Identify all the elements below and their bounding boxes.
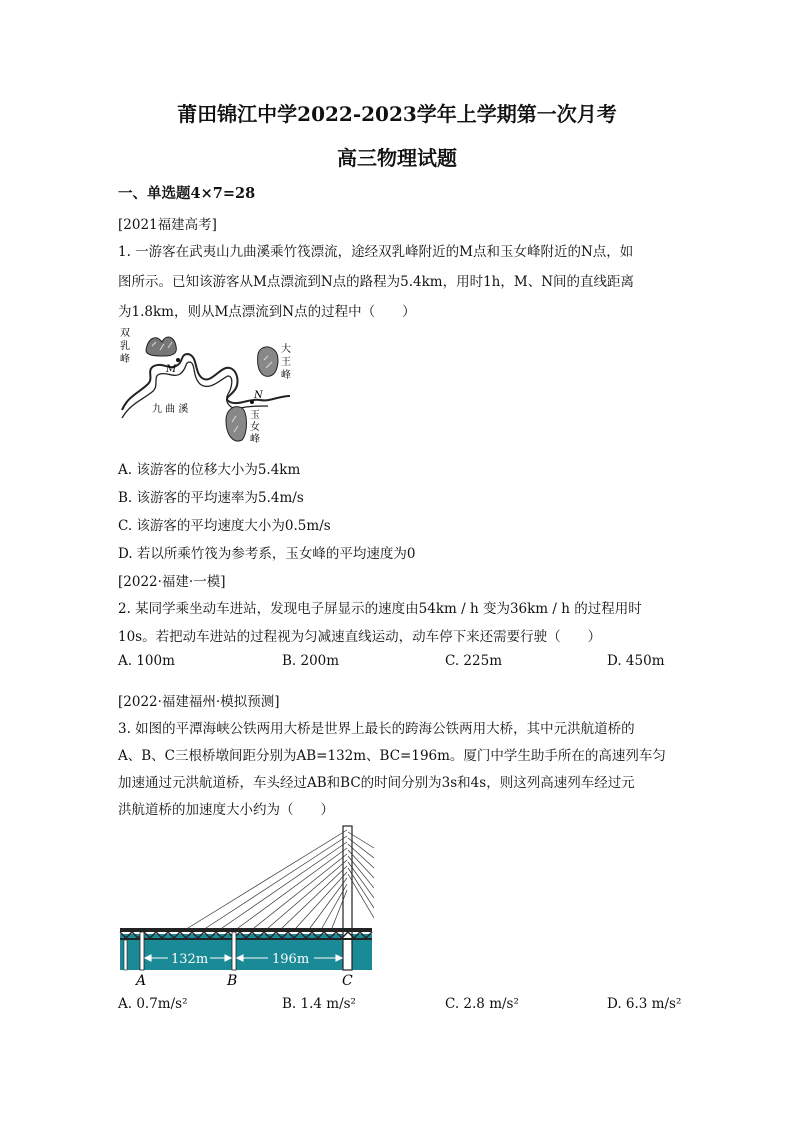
point-m-label: M (166, 364, 177, 375)
fig1-label: 玉 (250, 410, 260, 421)
q1-option-a[interactable]: A. 该游客的位移大小为5.4km (118, 462, 301, 478)
dawang-peak-icon (258, 347, 278, 376)
q3-line-2: A、B、C三根桥墩间距分别为AB=132m、BC=196m。厦门中学生助手所在的高速列车匀 (118, 748, 666, 764)
fig1-label: 峰 (250, 434, 260, 445)
q2-option-a[interactable]: A. 100m (118, 653, 175, 669)
yunu-peak-icon (226, 407, 247, 441)
q1-line-1: 1. 一游客在武夷山九曲溪乘竹筏漂流，途经双乳峰附近的M点和玉女峰附近的N点，如 (118, 244, 634, 260)
q3-option-c[interactable]: C. 2.8 m/s² (445, 996, 519, 1012)
q1-line-2: 图所示。已知该游客从M点漂流到N点的路程为5.4km，用时1h，M、N间的直线距离 (118, 274, 635, 290)
q2-line-2: 10s。若把动车进站的过程视为匀减速直线运动，动车停下来还需要行驶（ ） (118, 629, 602, 645)
fig1-label: 大 (281, 344, 291, 355)
q3-source: [2022·福建福州·模拟预测] (118, 694, 280, 710)
q1-source: [2021福建高考] (118, 217, 217, 233)
q3-option-d[interactable]: D. 6.3 m/s² (607, 996, 682, 1012)
fig1-label: 女 (250, 422, 260, 433)
fig1-label: 乳 (120, 341, 130, 352)
q3-option-b[interactable]: B. 1.4 m/s² (282, 996, 356, 1012)
q3-option-a[interactable]: A. 0.7m/s² (118, 996, 188, 1012)
q3-line-4: 洪航道桥的加速度大小约为（ ） (118, 802, 334, 818)
double-peak-icon (146, 337, 176, 356)
q1-option-c[interactable]: C. 该游客的平均速度大小为0.5m/s (118, 518, 331, 534)
bridge-figure (118, 824, 374, 990)
q2-option-c[interactable]: C. 225m (445, 653, 502, 669)
q2-option-b[interactable]: B. 200m (282, 653, 340, 669)
fig1-label: 双 (120, 328, 130, 339)
q2-line-1: 2. 某同学乘坐动车进站，发现电子屏显示的速度由54km / h 变为36km / h 的过程用时 (118, 601, 642, 617)
q2-option-d[interactable]: D. 450m (607, 653, 665, 669)
pier-a (140, 932, 144, 970)
point-m-marker (176, 358, 180, 362)
pier-c-label: C (342, 973, 353, 989)
page-title: 莆田锦江中学2022-2023学年上学期第一次月考 (177, 102, 617, 126)
section-heading: 一、单选题4×7=28 (118, 185, 256, 202)
span-ab-label: 132m (171, 952, 209, 967)
pier-b-label: B (227, 973, 238, 989)
point-n-label: N (254, 390, 263, 401)
q2-source: [2022·福建·一模] (118, 574, 226, 590)
q3-line-3: 加速通过元洪航道桥，车头经过AB和BC的时间分别为3s和4s，则这列高速列车经过元 (118, 775, 635, 791)
fig1-label: 王 (281, 357, 291, 368)
pier-a-label: A (136, 973, 147, 989)
q3-line-1: 3. 如图的平潭海峡公铁两用大桥是世界上最长的跨海公铁两用大桥，其中元洪航道桥的 (118, 721, 635, 737)
q1-line-3: 为1.8km，则从M点漂流到N点的过程中（ ） (118, 304, 416, 320)
span-bc-label: 196m (272, 952, 310, 967)
q1-option-d[interactable]: D. 若以所乘竹筏为参考系，玉女峰的平均速度为0 (118, 546, 416, 562)
fig1-label: 峰 (120, 354, 130, 365)
pier-b (232, 932, 236, 970)
page-subtitle: 高三物理试题 (337, 146, 457, 170)
river-name-label: 九 曲 溪 (152, 404, 189, 415)
river-map-figure (118, 326, 293, 448)
q1-option-b[interactable]: B. 该游客的平均速率为5.4m/s (118, 490, 304, 506)
fig1-label: 峰 (281, 370, 291, 381)
